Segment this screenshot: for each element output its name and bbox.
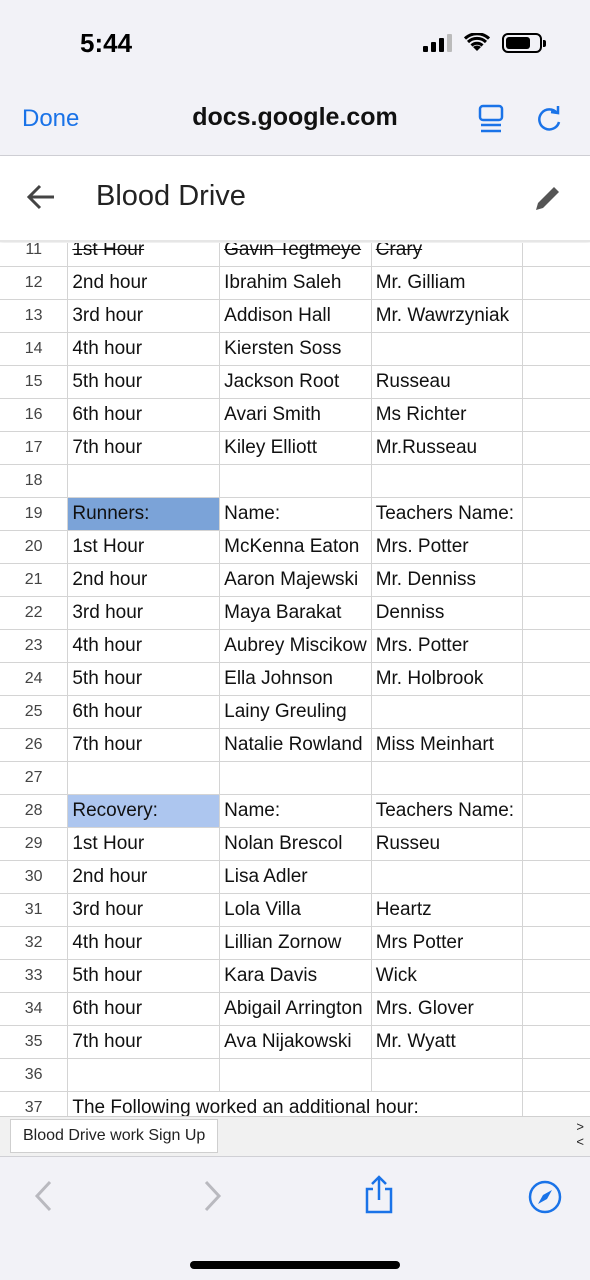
sheet-row [0,630,590,663]
sheet-row [0,696,590,729]
tab-scroll-left[interactable]: < [576,1134,584,1149]
cell-col-c[interactable]: Mr.Russeau [371,432,522,465]
cell-col-d[interactable] [522,762,590,795]
share-icon[interactable] [363,1175,395,1215]
cell-col-b[interactable]: Kara Davis [220,960,372,993]
sheet-row [0,729,590,762]
cell-col-c[interactable]: Teachers Name: [371,498,522,531]
cell-col-d[interactable] [522,696,590,729]
row-number: 32 [0,927,68,960]
cell-col-b[interactable]: Addison Hall [220,300,372,333]
sheet-row [0,1059,590,1092]
cell-col-c[interactable]: Mr. Wyatt [371,1026,522,1059]
cell-col-a[interactable]: 4th hour [68,333,220,366]
row-number: 14 [0,333,68,366]
row-number: 13 [0,300,68,333]
spreadsheet-grid[interactable] [0,243,590,1116]
cell-col-c[interactable]: Mrs Potter [371,927,522,960]
row-number: 12 [0,267,68,300]
row-number: 20 [0,531,68,564]
cell-col-c[interactable]: Crary [371,243,522,267]
cell-col-a[interactable]: 1st Hour [68,531,220,564]
cell-col-d[interactable] [522,333,590,366]
row-number: 27 [0,762,68,795]
sheet-row [0,399,590,432]
status-bar [0,0,590,88]
cell-col-d[interactable] [522,927,590,960]
cell-col-b[interactable]: Ibrahim Saleh [220,267,372,300]
cell-col-d[interactable] [522,531,590,564]
cell-col-b[interactable]: Jackson Root [220,366,372,399]
cell-col-a[interactable]: 4th hour [68,630,220,663]
row-number: 19 [0,498,68,531]
cell-col-b[interactable]: Kiley Elliott [220,432,372,465]
reader-view-icon[interactable] [478,104,504,134]
cell-col-b[interactable] [220,465,372,498]
cell-col-d[interactable] [522,861,590,894]
cell-col-c[interactable] [371,1059,522,1092]
cell-col-d[interactable] [522,399,590,432]
pencil-edit-icon[interactable] [532,182,564,214]
status-time: 5:44 [80,28,133,58]
cell-col-b[interactable]: Kiersten Soss [220,333,372,366]
row-number: 23 [0,630,68,663]
sheet-row [0,828,590,861]
status-icons [423,33,542,53]
cell-col-c[interactable]: Mr. Denniss [371,564,522,597]
cell-col-b[interactable]: Abigail Arrington [220,993,372,1026]
cell-col-b[interactable]: Gavin Tegtmeye [220,243,372,267]
cell-col-d[interactable] [522,993,590,1026]
cell-col-d[interactable] [522,1026,590,1059]
cell-col-c[interactable] [371,333,522,366]
home-indicator[interactable] [190,1261,400,1269]
cell-col-b[interactable]: Avari Smith [220,399,372,432]
cell-col-b[interactable]: Name: [220,498,372,531]
row-number: 29 [0,828,68,861]
row-number: 33 [0,960,68,993]
row-number: 30 [0,861,68,894]
cell-col-a[interactable] [68,762,220,795]
cell-col-d[interactable] [522,795,590,828]
cell-col-d[interactable] [522,498,590,531]
cell-col-b[interactable] [220,762,372,795]
cell-col-d[interactable] [522,1059,590,1092]
cell-col-c[interactable]: Mrs. Potter [371,630,522,663]
row-number: 25 [0,696,68,729]
compass-icon[interactable] [527,1179,563,1215]
row-number: 11 [0,243,68,267]
nav-forward-icon[interactable] [198,1179,226,1213]
cell-col-c[interactable]: Heartz [371,894,522,927]
sheet-row [0,300,590,333]
tab-scroll-right[interactable]: > [576,1119,584,1134]
cell-col-d[interactable] [522,267,590,300]
row-number: 34 [0,993,68,1026]
cell-col-d[interactable] [522,597,590,630]
cell-col-b[interactable]: Lainy Greuling [220,696,372,729]
sheet-row [0,597,590,630]
sheet-tabs-bar [0,1116,590,1156]
sheet-row [0,861,590,894]
cell-col-a[interactable]: Recovery: [68,795,220,828]
cell-col-a[interactable] [68,465,220,498]
cell-col-a[interactable]: 7th hour [68,729,220,762]
cell-col-c[interactable] [371,696,522,729]
cell-col-d[interactable] [522,960,590,993]
sheet-row [0,366,590,399]
row-number: 18 [0,465,68,498]
tab-blood-drive-sign-up[interactable]: Blood Drive work Sign Up [10,1119,218,1153]
cell-col-c[interactable] [371,762,522,795]
sheet-table [0,243,590,1116]
row-number: 22 [0,597,68,630]
doc-title: Blood Drive [96,180,246,212]
sheet-row [0,243,590,267]
cell-col-a[interactable]: 6th hour [68,696,220,729]
cell-col-d[interactable] [522,663,590,696]
cell-col-b[interactable]: Name: [220,795,372,828]
sheet-row [0,531,590,564]
cell-col-c[interactable]: Ms Richter [371,399,522,432]
browser-toolbar [0,88,590,156]
cell-col-a[interactable]: 2nd hour [68,564,220,597]
cell-col-a[interactable]: 4th hour [68,927,220,960]
cell-col-d[interactable] [522,564,590,597]
row-number: 17 [0,432,68,465]
cell-col-a[interactable]: 1st Hour [68,243,220,267]
sheet-row [0,564,590,597]
cell-col-d[interactable] [522,894,590,927]
url-label: docs.google.com [192,103,398,131]
cell-col-c[interactable] [371,861,522,894]
cell-col-c[interactable]: Mrs. Glover [371,993,522,1026]
signal-icon [423,34,452,52]
row-number: 26 [0,729,68,762]
cell-col-c[interactable]: Mr. Wawrzyniak [371,300,522,333]
row-number: 16 [0,399,68,432]
cell-col-d[interactable] [522,300,590,333]
cell-col-c[interactable]: Miss Meinhart [371,729,522,762]
cell-col-a[interactable]: 3rd hour [68,597,220,630]
cell-col-c[interactable]: Russeau [371,366,522,399]
cell-col-b[interactable]: Lillian Zornow [220,927,372,960]
cell-col-b[interactable]: Ava Nijakowski [220,1026,372,1059]
cell-col-a[interactable]: 6th hour [68,993,220,1026]
cell-col-b[interactable]: Natalie Rowland [220,729,372,762]
cell-col-c[interactable]: Mr. Gilliam [371,267,522,300]
sheet-row [0,894,590,927]
cell-col-a[interactable]: 5th hour [68,960,220,993]
row-number: 15 [0,366,68,399]
row-number: 31 [0,894,68,927]
cell-col-d[interactable] [522,243,590,267]
cell-col-d[interactable] [522,465,590,498]
cell-col-b[interactable]: McKenna Eaton [220,531,372,564]
sheet-row [0,927,590,960]
cell-col-d[interactable] [522,432,590,465]
cell-col-b[interactable] [220,1059,372,1092]
cell-col-a[interactable]: 6th hour [68,399,220,432]
cell-col-a[interactable]: 3rd hour [68,300,220,333]
reload-icon[interactable] [535,104,563,134]
cell-col-d[interactable] [522,366,590,399]
sheet-row [0,993,590,1026]
cell-col-b[interactable]: Maya Barakat [220,597,372,630]
battery-icon [502,33,542,53]
cell-col-b[interactable]: Lisa Adler [220,861,372,894]
sheet-row [0,333,590,366]
sheet-row [0,465,590,498]
cell-col-a[interactable]: Runners: [68,498,220,531]
done-button[interactable]: Done [22,105,80,132]
browser-bottom-toolbar [0,1156,590,1280]
row-number: 35 [0,1026,68,1059]
sheet-row [0,960,590,993]
cell-col-b[interactable]: Lola Villa [220,894,372,927]
cell-col-a[interactable]: The Following worked an additional hour: [68,1092,522,1117]
cell-col-c[interactable]: Wick [371,960,522,993]
sheet-row [0,795,590,828]
cell-col-b[interactable]: Aubrey Miscikow [220,630,372,663]
row-number: 21 [0,564,68,597]
cell-col-c[interactable]: Russeu [371,828,522,861]
cell-col-b[interactable]: Aaron Majewski [220,564,372,597]
cell-col-d[interactable] [522,1092,590,1117]
row-number: 24 [0,663,68,696]
wifi-icon [464,33,490,53]
row-number: 36 [0,1059,68,1092]
back-arrow-icon[interactable] [26,182,56,212]
sheet-row [0,267,590,300]
doc-header [0,156,590,242]
sheet-row [0,1026,590,1059]
cell-col-a[interactable]: 3rd hour [68,894,220,927]
tab-scroll-arrows[interactable] [576,1119,584,1149]
cell-col-c[interactable]: Mr. Holbrook [371,663,522,696]
row-number: 37 [0,1092,68,1117]
cell-col-a[interactable] [68,1059,220,1092]
cell-col-b[interactable]: Ella Johnson [220,663,372,696]
cell-col-a[interactable]: 2nd hour [68,861,220,894]
cell-col-a[interactable]: 5th hour [68,663,220,696]
cell-col-d[interactable] [522,828,590,861]
sheet-row [0,762,590,795]
cell-col-a[interactable]: 1st Hour [68,828,220,861]
row-number: 28 [0,795,68,828]
sheet-row [0,432,590,465]
cell-col-b[interactable]: Nolan Brescol [220,828,372,861]
cell-col-a[interactable]: 7th hour [68,432,220,465]
cell-col-d[interactable] [522,729,590,762]
cell-col-c[interactable] [371,465,522,498]
cell-col-d[interactable] [522,630,590,663]
sheet-row [0,1092,590,1117]
cell-col-a[interactable]: 2nd hour [68,267,220,300]
sheet-row [0,663,590,696]
cell-col-a[interactable]: 7th hour [68,1026,220,1059]
sheet-row [0,498,590,531]
cell-col-c[interactable]: Teachers Name: [371,795,522,828]
cell-col-c[interactable]: Mrs. Potter [371,531,522,564]
cell-col-c[interactable]: Denniss [371,597,522,630]
nav-back-icon[interactable] [30,1179,58,1213]
cell-col-a[interactable]: 5th hour [68,366,220,399]
